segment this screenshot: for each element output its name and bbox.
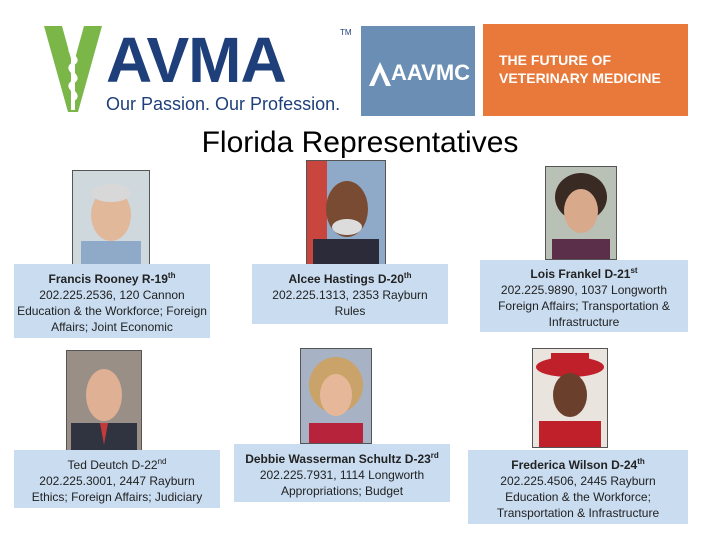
rep-committees: Rules — [334, 304, 366, 318]
aavmc-text: AAVMC — [391, 60, 471, 85]
future-line-1: THE FUTURE OF — [499, 52, 611, 68]
rep-phone-office: 202.225.1313, 2353 Rayburn — [272, 288, 428, 302]
photo-rooney — [72, 170, 150, 266]
rep-card — [14, 264, 210, 338]
rep-phone-office: 202.225.2536, 120 Cannon — [39, 288, 185, 302]
page-title: Florida Representatives — [201, 126, 519, 159]
photo-wasserman-schultz — [300, 348, 372, 444]
portrait-image — [67, 351, 141, 451]
avma-wordmark: AVMA — [106, 24, 286, 96]
avma-tagline: Our Passion. Our Profession. — [106, 94, 341, 114]
rep-name: Frederica Wilson D-24th — [511, 457, 645, 472]
rep-committees: Education & the Workforce; Foreign Affairs; Joint Economic — [17, 304, 207, 334]
rep-name: Ted Deutch D-22nd — [67, 457, 167, 472]
rep-card — [468, 450, 688, 524]
photo-hastings — [306, 160, 386, 266]
rep-phone-office: 202.225.7931, 1114 Longworth — [259, 468, 425, 482]
rep-card — [14, 450, 220, 508]
portrait-image — [546, 167, 616, 259]
rep-committees: Education & the Workforce; Transportation & Infrastructure — [496, 490, 660, 520]
portrait-image — [533, 349, 607, 447]
photo-wilson — [532, 348, 608, 448]
caduceus-v-icon — [44, 26, 102, 114]
photo-deutch — [66, 350, 142, 452]
rep-phone-office: 202.225.4506, 2445 Rayburn — [500, 474, 656, 488]
portrait-image — [307, 161, 385, 265]
rep-phone-office: 202.225.3001, 2447 Rayburn — [39, 474, 195, 488]
future-line-2: VETERINARY MEDICINE — [499, 70, 661, 86]
rep-committees: Appropriations; Budget — [280, 484, 404, 498]
rep-card — [234, 444, 450, 502]
rep-name: Debbie Wasserman Schultz D-23rd — [245, 451, 439, 466]
rep-card — [480, 260, 688, 332]
trademark-mark: TM — [340, 28, 352, 37]
future-banner — [483, 24, 688, 116]
portrait-image — [301, 349, 371, 443]
rep-name: Alcee Hastings D-20th — [288, 271, 412, 286]
avma-logo — [44, 22, 356, 118]
rep-card — [252, 264, 448, 324]
aavmc-emblem-icon — [369, 62, 391, 86]
rep-committees: Foreign Affairs; Transportation & Infrastructure — [498, 299, 670, 329]
rep-phone-office: 202.225.9890, 1037 Longworth — [500, 283, 668, 297]
photo-frankel — [545, 166, 617, 260]
portrait-image — [73, 171, 149, 265]
rep-name: Francis Rooney R-19th — [48, 271, 176, 286]
aavmc-logo — [361, 26, 475, 116]
rep-committees: Ethics; Foreign Affairs; Judiciary — [31, 490, 203, 504]
rep-name: Lois Frankel D-21st — [530, 266, 638, 281]
